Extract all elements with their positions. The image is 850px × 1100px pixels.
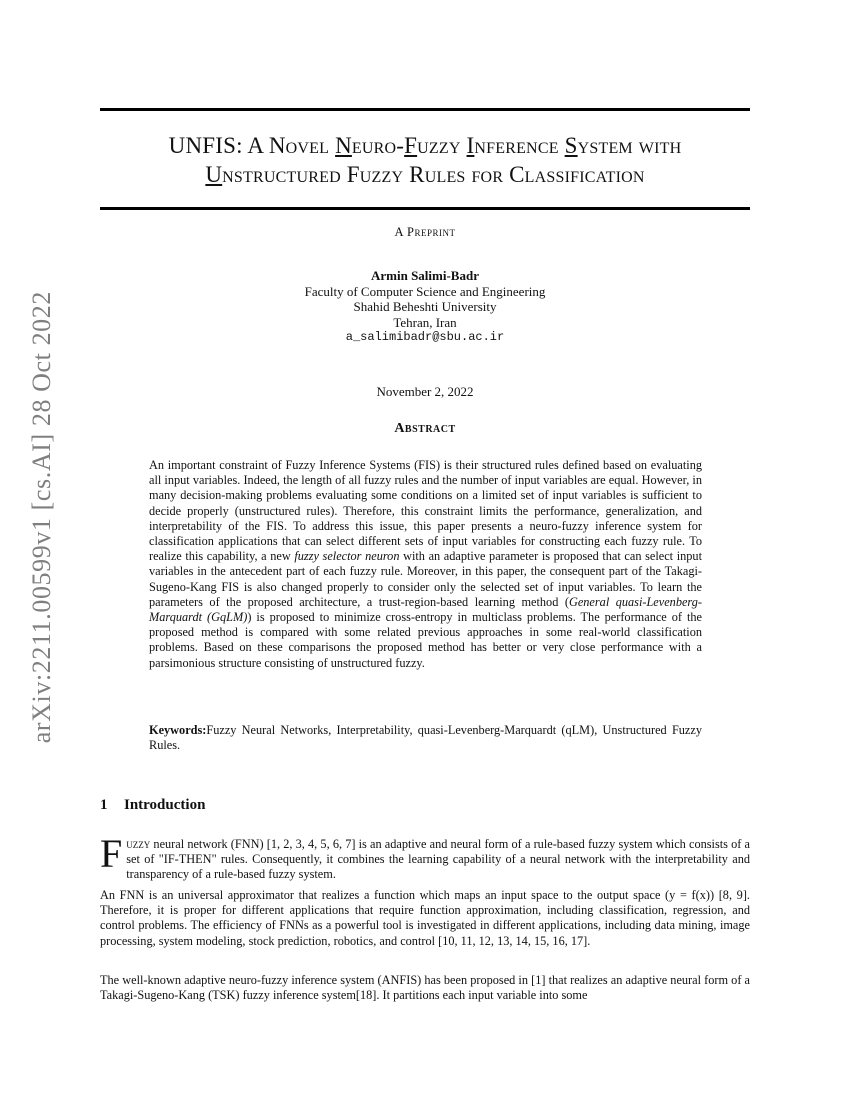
- arxiv-identifier: [20, 275, 64, 760]
- title-segment: nstructured Fuzzy Rules for Classification: [222, 162, 645, 187]
- title-segment: euro-: [351, 133, 405, 158]
- keywords-label: Keywords:: [149, 723, 207, 737]
- title-segment: nference: [474, 133, 565, 158]
- abstract-segment: ) is proposed to minimize cross-entropy in multiclass problems. The performance of the proposed method is compared with some related previous approaches in some real-world classification problems. Based on these comparisons the proposed method has better or very close performance with a parsimonious structure consisting of unstructured fuzzy.: [149, 610, 702, 670]
- abstract-segment: An important constraint of Fuzzy Inference Systems (FIS) is their structured rules defined based on evaluating all input variables. Indeed, the length of all fuzzy rules and the number of input variables are equal. However, in many decision-making problems evaluating some conditions on a limited set of input variables is sufficient to decide properly (unstructured rules). Therefore, this constraint limits the performance, generalization, and interpretability of the FIS. To address this issue, this paper presents a neuro-fuzzy inference system for classification applications that can select different sets of input variables for constructing each fuzzy rule. To realize this capability, a new: [149, 458, 702, 564]
- title-segment: I: [466, 133, 475, 158]
- author-location: Tehran, Iran: [393, 314, 457, 330]
- title-line-2: [100, 160, 750, 189]
- title-segment: U: [205, 162, 223, 187]
- intro-paragraph-2: An FNN is an universal approximator that realizes a function which maps an input space to the output space (y = f(x)) [8, 9]. Therefore, it is proper for different applications that require function approximation, including classification, regression, and control problems. The efficiency of FNNs as a powerful tool is investigated in different applications, including data mining, image processing, system modeling, stock prediction, robotics, and control [10, 11, 12, 13, 14, 15, 16, 17].: [100, 888, 750, 948]
- arxiv-identifier-text: arXiv:2211.00599v1 [cs.AI] 28 Oct 2022: [27, 291, 56, 744]
- title-segment: F: [404, 133, 418, 158]
- abstract-emphasis: fuzzy selector neuron: [294, 549, 400, 564]
- section-heading-introduction: [100, 797, 205, 814]
- section-number: 1: [100, 797, 108, 813]
- author-affiliation-university: Shahid Beheshti University: [353, 299, 497, 314]
- abstract-text: [149, 458, 702, 671]
- intro-paragraph-3: The well-known adaptive neuro-fuzzy inference system (ANFIS) has been proposed in [1] that realizes an adaptive neural form of a Takagi-Sugeno-Kang (TSK) fuzzy inference system[18]. It partitions each input variable into some: [100, 973, 750, 1003]
- intro-lead-smallcaps: uzzy: [126, 837, 151, 851]
- abstract-segment: with an adaptive parameter is proposed that can select input variables in the antecedent part of each fuzzy rule. Moreover, in this paper, the consequent part of the Takagi-Sugeno-Kang FIS is also changed properly to consider only the selected set of input variables. To learn the parameters of the proposed architecture, a trust-region-based learning method (: [149, 549, 702, 609]
- author-name: Armin Salimi-Badr: [371, 268, 479, 283]
- author-affiliation-department: Faculty of Computer Science and Engineering: [304, 283, 546, 299]
- title-segment: N: [335, 133, 352, 158]
- intro-paragraph-1: [100, 831, 750, 883]
- title-segment: uzzy: [417, 133, 467, 158]
- title-segment: S: [564, 133, 578, 158]
- title-bottom-rule: [100, 207, 750, 210]
- title-line-1: [100, 131, 750, 160]
- preprint-label: A Preprint: [394, 225, 456, 239]
- keywords: [149, 723, 702, 753]
- title-top-rule: [100, 108, 750, 111]
- section-title: Introduction: [124, 797, 206, 813]
- author-email: a_salimibadr@sbu.ac.ir: [345, 330, 505, 344]
- intro-paragraph-1-text: neural network (FNN) [1, 2, 3, 4, 5, 6, 7] is an adaptive and neural form of a rule-based fuzzy system which consists of a set of "IF-THEN" rules. Consequently, it combines the learning capability of a neural network with the interpretability and transparency of a rule-based fuzzy system.: [126, 837, 750, 882]
- paper-title: [100, 131, 750, 189]
- title-segment: UNFIS: A Novel: [168, 133, 336, 158]
- drop-cap: F: [100, 831, 123, 876]
- author-block: [100, 268, 750, 346]
- keywords-text: Fuzzy Neural Networks, Interpretability, quasi-Levenberg-Marquardt (qLM), Unstructured Fuzzy Rules.: [149, 723, 702, 753]
- title-segment: ystem with: [577, 133, 682, 158]
- abstract-emphasis: General quasi-Levenberg-Marquardt (GqLM): [149, 594, 702, 625]
- abstract-heading: Abstract: [394, 421, 456, 436]
- publication-date: November 2, 2022: [376, 384, 474, 399]
